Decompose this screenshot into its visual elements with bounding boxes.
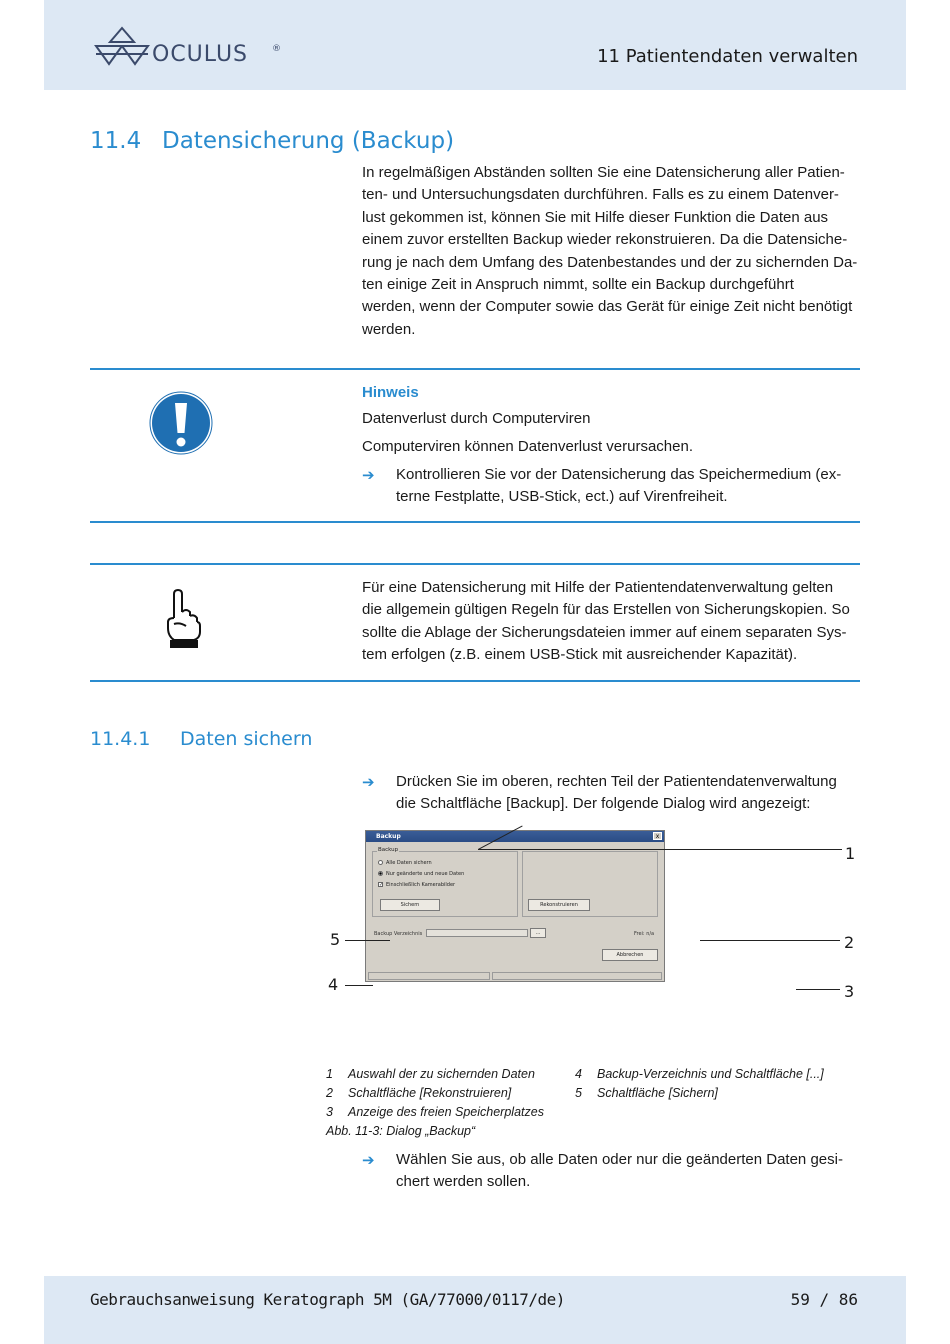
exclamation-warning-icon xyxy=(149,391,213,455)
section-number: 11.4 xyxy=(90,128,142,154)
legend-number: 3 xyxy=(326,1105,333,1119)
subsection-heading xyxy=(90,728,312,750)
notice-subject: Datenverlust durch Computerviren xyxy=(362,410,591,427)
notice-top-rule xyxy=(90,368,860,370)
intro-line: lust gekommen ist, können Sie mit Hilfe dieser Funktion die Daten aus xyxy=(362,208,829,226)
cancel-button[interactable]: Abbrechen xyxy=(602,949,658,961)
figure-caption: Abb. 11-3: Dialog „Backup“ xyxy=(326,1124,476,1138)
step-line: Drücken Sie im oberen, rechten Teil der Patientendatenverwaltung xyxy=(396,773,837,790)
browse-button[interactable]: ... xyxy=(530,928,546,938)
tip-paragraph xyxy=(362,577,860,667)
legend-item xyxy=(575,1067,824,1081)
section-heading xyxy=(90,128,454,154)
backup-dialog xyxy=(365,830,665,982)
legend-item xyxy=(326,1086,511,1100)
intro-line: In regelmäßigen Abständen sollten Sie eine Datensicherung aller Patien- xyxy=(362,164,845,181)
tip-line: Für eine Datensicherung mit Hilfe der Patientendatenverwaltung gelten xyxy=(362,579,834,596)
arrow-icon: ➔ xyxy=(362,773,375,791)
tip-line: die allgemein gültigen Regeln für das Erstellen von Sicherungskopien. So xyxy=(362,601,850,619)
pointing-hand-icon xyxy=(160,588,202,650)
notice-action xyxy=(396,464,860,509)
legend-text: Schaltfläche [Sichern] xyxy=(597,1086,718,1100)
option-all-data[interactable] xyxy=(378,860,432,866)
tip-line: sollte die Ablage der Sicherungsdateien immer auf einem separaten Sys- xyxy=(362,623,847,641)
option-label: Alle Daten sichern xyxy=(386,860,432,866)
logo-registered-mark: ® xyxy=(272,44,281,54)
callout-line-1 xyxy=(478,849,842,850)
footer-manual-title: Gebrauchsanweisung Keratograph 5M (GA/77000/0117/de) xyxy=(90,1290,565,1309)
option-label: Nur geänderte und neue Daten xyxy=(386,871,465,877)
step-line: chert werden sollen. xyxy=(396,1173,531,1191)
notice-heading: Hinweis xyxy=(362,384,419,401)
subsection-number: 11.4.1 xyxy=(90,728,151,750)
legend-number: 2 xyxy=(326,1086,333,1100)
restore-button[interactable]: Rekonstruieren xyxy=(528,899,590,911)
intro-line: einem zuvor erstellten Backup wieder rekonstruieren. Da die Datensiche- xyxy=(362,231,848,249)
callout-line-4 xyxy=(345,985,373,986)
notice-action-line: Kontrollieren Sie vor der Datensicherung das Speichermedium (ex- xyxy=(396,466,842,483)
intro-line: rung je nach dem Umfang des Datenbestandes und der zu sichernden Da- xyxy=(362,253,858,271)
notice-bottom-rule xyxy=(90,521,860,523)
callout-number-3: 3 xyxy=(844,982,855,1001)
radio-icon xyxy=(378,860,383,865)
legend-number: 5 xyxy=(575,1086,582,1100)
dialog-title: Backup xyxy=(376,833,401,840)
status-bar-left xyxy=(368,972,490,980)
intro-paragraph xyxy=(362,162,860,341)
step-line: die Schaltfläche [Backup]. Der folgende Dialog wird angezeigt: xyxy=(396,795,811,813)
arrow-icon: ➔ xyxy=(362,1151,375,1169)
intro-line: werden, wenn der Computer sowie das Gerät für einige Zeit nicht benötigt xyxy=(362,298,853,316)
legend-text: Anzeige des freien Speicherplatzes xyxy=(348,1105,544,1119)
tip-top-rule xyxy=(90,563,860,565)
callout-number-2: 2 xyxy=(844,933,855,952)
step-instruction xyxy=(396,1149,860,1194)
legend-text: Schaltfläche [Rekonstruieren] xyxy=(348,1086,512,1100)
callout-number-1: 1 xyxy=(845,844,856,863)
dialog-title-bar xyxy=(366,831,664,842)
option-include-images[interactable] xyxy=(378,882,455,888)
legend-number: 4 xyxy=(575,1067,582,1081)
intro-line: werden. xyxy=(362,320,416,338)
free-space-label: Frei: n/a xyxy=(634,931,655,937)
backup-directory-label: Backup Verzeichnis xyxy=(374,931,423,937)
logo-wordmark: OCULUS xyxy=(152,42,249,67)
legend-number: 1 xyxy=(326,1067,333,1081)
status-bar-right xyxy=(492,972,662,980)
step-line: Wählen Sie aus, ob alle Daten oder nur die geänderten Daten gesi- xyxy=(396,1151,843,1168)
footer-band xyxy=(44,1276,906,1344)
backup-directory-field[interactable] xyxy=(426,929,528,937)
tip-line: tem erfolgen (z.B. einem USB-Stick mit ausreichender Kapazität). xyxy=(362,646,798,664)
intro-line: ten einige Zeit in Anspruch nimmt, sollte ein Backup durchgeführt xyxy=(362,276,794,294)
backup-group-label: Backup xyxy=(378,847,399,853)
notice-description: Computerviren können Datenverlust verursachen. xyxy=(362,438,694,455)
chapter-title: 11 Patientendaten verwalten xyxy=(597,46,858,67)
radio-icon xyxy=(378,871,383,876)
legend-text: Auswahl der zu sichernden Daten xyxy=(348,1067,535,1081)
legend-item xyxy=(326,1067,535,1081)
notice-action-line: terne Festplatte, USB-Stick, ect.) auf Virenfreiheit. xyxy=(396,488,728,506)
legend-item xyxy=(326,1105,544,1119)
checkbox-icon: ✓ xyxy=(379,882,384,888)
dialog-close-button[interactable]: x xyxy=(653,832,662,840)
arrow-icon: ➔ xyxy=(362,466,375,484)
callout-line-3 xyxy=(796,989,840,990)
callout-number-5: 5 xyxy=(330,930,341,949)
save-button[interactable]: Sichern xyxy=(380,899,440,911)
callout-number-4: 4 xyxy=(328,975,339,994)
intro-line: ten- und Untersuchungsdaten durchführen. Falls es zu einem Datenver- xyxy=(362,186,839,204)
tip-bottom-rule xyxy=(90,680,860,682)
footer-page-number: 59 / 86 xyxy=(790,1290,858,1309)
legend-item xyxy=(575,1086,718,1100)
callout-line-2 xyxy=(700,940,840,941)
legend-text: Backup-Verzeichnis und Schaltfläche [...] xyxy=(597,1067,824,1081)
option-label: Einschließlich Kamerabilder xyxy=(386,882,456,888)
step-instruction xyxy=(396,771,860,816)
section-title: Datensicherung (Backup) xyxy=(162,128,455,154)
subsection-title: Daten sichern xyxy=(180,728,313,750)
callout-line-5 xyxy=(345,940,390,941)
option-changed-data[interactable] xyxy=(378,871,464,877)
